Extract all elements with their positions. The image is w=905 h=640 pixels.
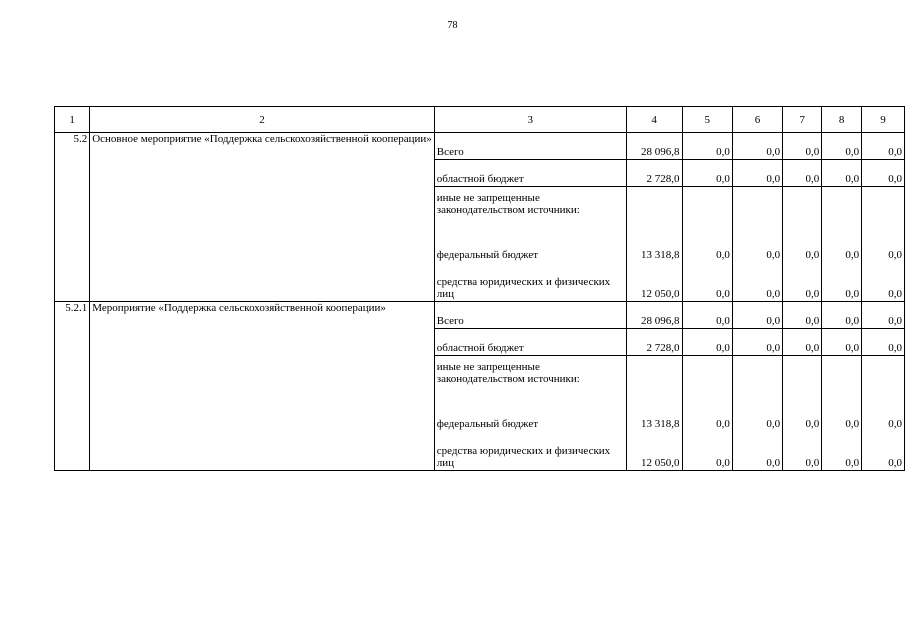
amount-cell: 0,0 [732,133,782,160]
amount-cell: 0,0 [783,409,822,433]
funding-source: Всего [434,133,626,160]
amount-cell: 0,0 [682,329,732,356]
header-cell: 2 [90,107,435,133]
amount-cell: 0,0 [732,302,782,329]
amount-cell [682,187,732,241]
amount-cell [822,187,862,241]
amount-cell: 2 728,0 [626,160,682,187]
amount-cell: 0,0 [783,264,822,302]
amount-cell: 0,0 [822,240,862,264]
amount-cell: 0,0 [822,409,862,433]
page-number: 78 [447,20,458,31]
amount-cell: 13 318,8 [626,409,682,433]
amount-cell: 12 050,0 [626,433,682,471]
funding-source: областной бюджет [434,329,626,356]
amount-cell: 0,0 [732,409,782,433]
funding-source: Всего [434,302,626,329]
amount-cell: 13 318,8 [626,240,682,264]
amount-cell [862,356,905,410]
amount-cell: 28 096,8 [626,133,682,160]
amount-cell: 0,0 [783,433,822,471]
item-code: 5.2 [55,133,90,302]
amount-cell: 2 728,0 [626,329,682,356]
funding-source: иные не запрещенные законодательством источники: [434,356,626,410]
amount-cell: 0,0 [732,264,782,302]
header-cell: 8 [822,107,862,133]
amount-cell: 0,0 [822,133,862,160]
amount-cell: 0,0 [822,160,862,187]
amount-cell [783,356,822,410]
funding-source: федеральный бюджет [434,409,626,433]
budget-table [54,106,905,471]
amount-cell: 0,0 [862,302,905,329]
table-body [55,107,905,471]
header-cell: 9 [862,107,905,133]
table-row [55,133,905,160]
amount-cell: 0,0 [732,329,782,356]
amount-cell: 0,0 [862,329,905,356]
header-cell: 5 [682,107,732,133]
item-name: Основное мероприятие «Поддержка сельскохозяйственной кооперации» [90,133,435,302]
amount-cell: 0,0 [682,302,732,329]
funding-source: иные не запрещенные законодательством источники: [434,187,626,241]
amount-cell: 0,0 [783,133,822,160]
amount-cell: 0,0 [682,133,732,160]
amount-cell: 0,0 [822,302,862,329]
amount-cell: 0,0 [682,409,732,433]
amount-cell: 0,0 [862,264,905,302]
header-row [55,107,905,133]
amount-cell: 0,0 [682,433,732,471]
amount-cell: 0,0 [783,240,822,264]
header-cell: 7 [783,107,822,133]
header-cell: 1 [55,107,90,133]
amount-cell [682,356,732,410]
amount-cell: 0,0 [862,409,905,433]
amount-cell: 0,0 [862,133,905,160]
amount-cell: 0,0 [822,433,862,471]
amount-cell: 12 050,0 [626,264,682,302]
amount-cell [626,187,682,241]
amount-cell: 0,0 [682,160,732,187]
amount-cell [783,187,822,241]
amount-cell [732,356,782,410]
funding-source: средства юридических и физических лиц [434,433,626,471]
funding-source: средства юридических и физических лиц [434,264,626,302]
amount-cell [732,187,782,241]
amount-cell: 0,0 [822,329,862,356]
amount-cell: 0,0 [862,160,905,187]
amount-cell [822,356,862,410]
amount-cell [626,356,682,410]
table-row [55,302,905,329]
header-cell: 6 [732,107,782,133]
item-code: 5.2.1 [55,302,90,471]
amount-cell: 0,0 [783,329,822,356]
funding-source: областной бюджет [434,160,626,187]
funding-source: федеральный бюджет [434,240,626,264]
amount-cell [862,187,905,241]
amount-cell: 0,0 [682,240,732,264]
amount-cell: 0,0 [732,240,782,264]
amount-cell: 0,0 [783,160,822,187]
amount-cell: 0,0 [682,264,732,302]
header-cell: 4 [626,107,682,133]
amount-cell: 0,0 [732,433,782,471]
item-name: Мероприятие «Поддержка сельскохозяйственной кооперации» [90,302,435,471]
amount-cell: 0,0 [822,264,862,302]
amount-cell: 0,0 [783,302,822,329]
amount-cell: 0,0 [862,433,905,471]
amount-cell: 0,0 [732,160,782,187]
header-cell: 3 [434,107,626,133]
amount-cell: 0,0 [862,240,905,264]
amount-cell: 28 096,8 [626,302,682,329]
